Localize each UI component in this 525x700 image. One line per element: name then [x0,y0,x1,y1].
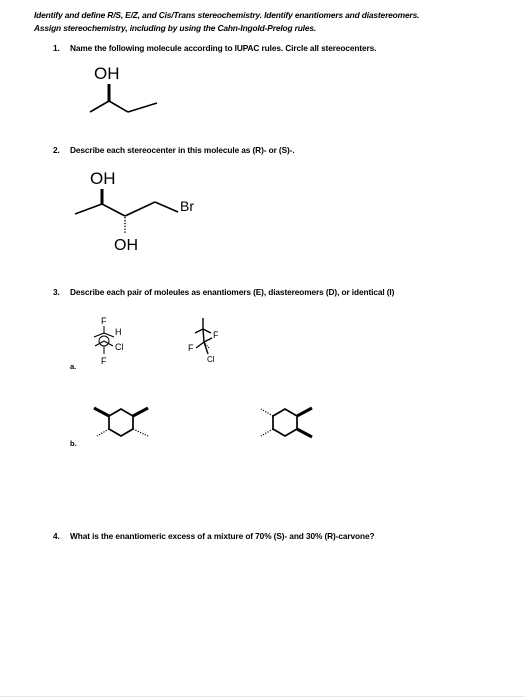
cl-label: Cl [115,342,124,352]
cl-label: Cl [207,355,215,364]
question-number: 3. [53,287,60,297]
question-number: 4. [53,531,60,541]
question-number: 2. [53,145,60,155]
bond [204,338,212,342]
instructions [34,9,514,35]
molecule-3b-right [252,398,327,448]
hashed-bond [133,429,148,436]
molecule-2 [70,160,220,260]
instructions-line-2: Assign stereochemistry, including by using the Cahn-Ingold-Prelog rules. [34,23,317,33]
bond [109,101,128,112]
cyclohexane-ring [273,409,297,436]
instructions-line-1: Identify and define R/S, E/Z, and Cis/Trans stereochemistry. Identify enantiomers and diastereomers. [34,10,420,20]
f-label-top: F [101,316,107,326]
bond [128,103,157,112]
pair-a-label: a. [70,362,77,371]
wedge-bond [94,408,109,416]
bond [102,204,125,216]
pair-b-label: b. [70,439,77,448]
hashed-bond [261,409,273,416]
wedge-bond [297,429,312,437]
f-label-left: F [188,343,194,353]
br-label: Br [180,198,194,214]
bond [203,329,211,333]
question-2 [53,145,295,155]
wedge-bond [297,408,312,416]
molecule-3a-right [175,310,250,375]
cyclohexane-ring [109,409,133,436]
question-number: 1. [53,43,60,53]
oh-label-top: OH [90,169,116,188]
molecule-3a-left [82,310,157,375]
wedge-bond [133,408,148,416]
oh-label: OH [94,64,120,83]
question-text: Describe each pair of moleules as enantiomers (E), diastereomers (D), or identical (I) [70,287,395,297]
molecule-3b-left [88,398,163,448]
f-label-right: F [213,330,219,340]
question-text: Describe each stereocenter in this molecule as (R)- or (S)-. [70,145,295,155]
page-divider [0,696,525,697]
bond [155,202,178,212]
molecule-1 [80,55,170,125]
question-text: What is the enantiomeric excess of a mixture of 70% (S)- and 30% (R)-carvone? [70,531,375,541]
question-1 [53,43,376,53]
bond [75,204,102,214]
oh-label-bottom: OH [114,237,138,254]
hashed-bond [261,429,273,436]
h-label: H [115,327,122,337]
question-text: Name the following molecule according to IUPAC rules. Circle all stereocenters. [70,43,377,53]
bond [90,101,109,112]
bond [195,329,203,333]
f-label-bottom: F [101,356,107,366]
question-4 [53,531,374,541]
question-3 [53,287,394,297]
bond [196,342,204,348]
bond [125,202,155,216]
hashed-bond [97,429,109,436]
bond [203,329,204,342]
